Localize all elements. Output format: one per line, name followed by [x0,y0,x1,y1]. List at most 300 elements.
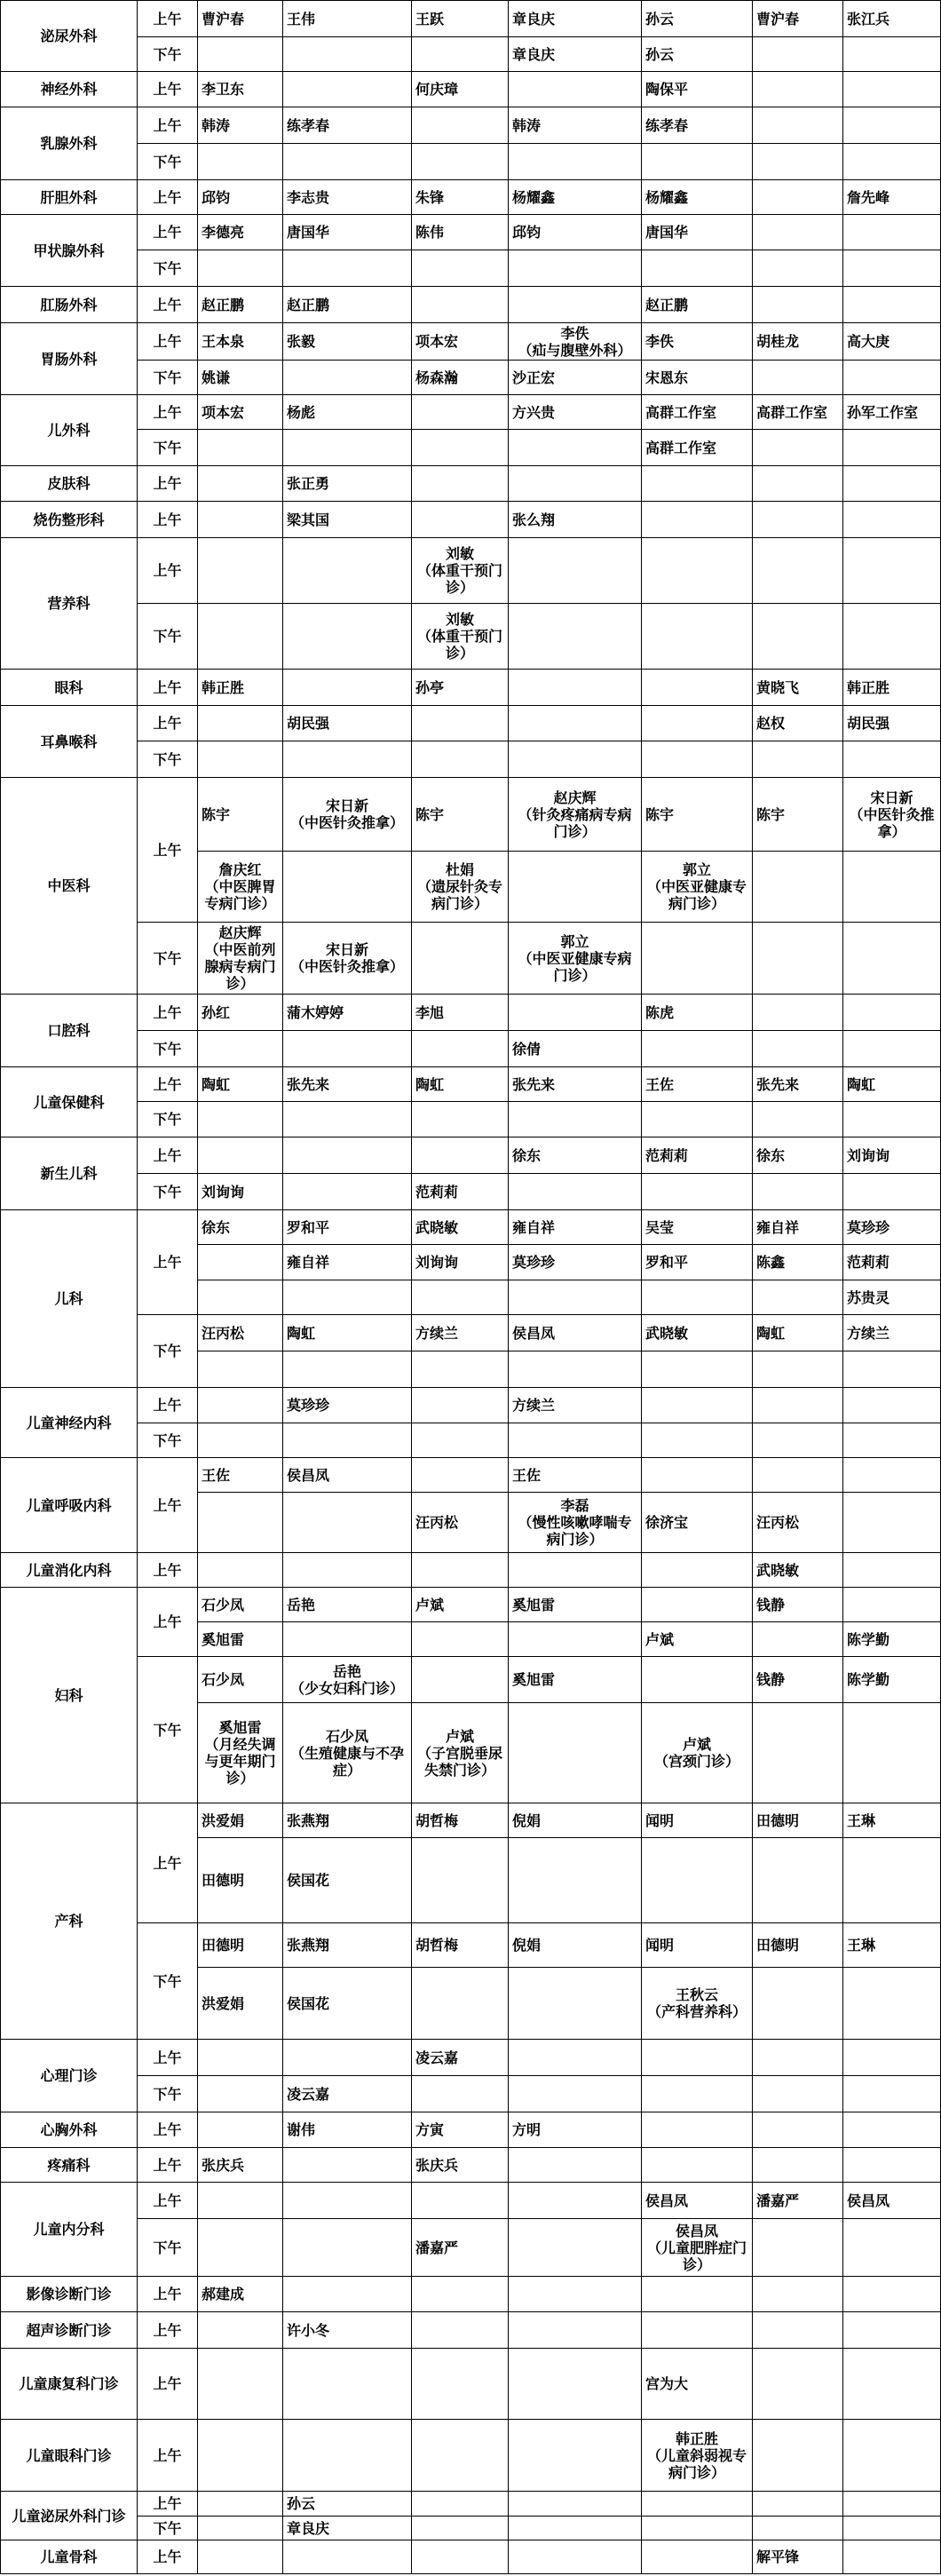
schedule-row [1,604,941,670]
doctor-cell [642,2219,753,2277]
doctor-cell [753,2040,843,2076]
doctor-cell [198,852,283,923]
doctor-cell [642,2312,753,2349]
session-label: 下午 [138,2076,198,2112]
session-label: 上午 [138,2277,198,2312]
doctor-cell [198,2040,283,2076]
doctor-cell: 杨耀鑫 [509,180,642,215]
session-label: 上午 [138,323,198,361]
schedule-row [1,1102,941,1137]
doctor-cell: 陈宇 [412,778,509,852]
doctor-cell [198,2517,283,2540]
doctor-cell: 蒲木婷婷 [283,995,412,1031]
doctor-name: 赵庆辉 [553,789,597,806]
doctor-cell [283,741,412,778]
clinic-note: （中医脾胃专病门诊） [204,878,276,912]
doctor-cell [412,1838,509,1923]
doctor-cell: 高群工作室 [642,395,753,430]
doctor-cell: 陶虹 [843,1067,941,1102]
doctor-cell [198,1388,283,1423]
doctor-cell [642,1031,753,1067]
doctor-cell: 王佐 [198,1458,283,1493]
doctor-cell [843,72,941,107]
doctor-cell: 雍自祥 [283,1245,412,1280]
doctor-cell [642,1703,753,1803]
doctor-cell [412,1968,509,2040]
doctor-cell [283,72,412,107]
doctor-cell [753,1174,843,1210]
doctor-cell [843,2420,941,2492]
doctor-cell [412,1031,509,1067]
doctor-cell [642,1838,753,1923]
session-label: 上午 [138,1137,198,1174]
session-label: 上午 [138,2112,198,2148]
doctor-cell [843,144,941,180]
doctor-cell [843,1174,941,1210]
doctor-cell [509,1703,642,1803]
doctor-cell [198,2420,283,2492]
doctor-cell [412,741,509,778]
doctor-cell [843,2312,941,2349]
session-label: 上午 [138,1388,198,1423]
doctor-cell [509,2040,642,2076]
schedule-row [1,72,941,107]
doctor-cell: 莫珍珍 [843,1210,941,1245]
doctor-cell: 李德亮 [198,215,283,250]
doctor-cell [283,1657,412,1703]
doctor-cell [283,361,412,395]
doctor-cell: 吴莹 [642,1210,753,1245]
schedule-row [1,995,941,1031]
doctor-cell: 范莉莉 [412,1174,509,1210]
doctor-cell [509,2492,642,2517]
doctor-cell: 王跃 [412,1,509,37]
doctor-cell [843,2517,941,2540]
doctor-cell [509,2219,642,2277]
doctor-cell: 曹沪春 [198,1,283,37]
doctor-cell: 方明 [509,2112,642,2148]
schedule-row [1,670,941,706]
doctor-cell [753,2112,843,2148]
doctor-cell [642,2076,753,2112]
doctor-cell: 汪丙松 [198,1315,283,1351]
doctor-cell [509,1174,642,1210]
schedule-row [1,2148,941,2183]
schedule-row [1,741,941,778]
doctor-cell [412,1458,509,1493]
clinic-note: （生殖健康与不孕症） [289,1744,404,1779]
doctor-cell [843,1838,941,1923]
doctor-cell: 李旭 [412,995,509,1031]
session-label: 上午 [138,1067,198,1102]
doctor-name: 詹庆红 [218,861,262,878]
doctor-cell: 李卫东 [198,72,283,107]
department-name: 眼科 [1,670,138,706]
schedule-row [1,2420,941,2492]
schedule-row [1,250,941,287]
schedule-row [1,37,941,72]
session-label: 上午 [138,670,198,706]
doctor-name: 宋日新 [325,797,368,814]
doctor-cell [509,670,642,706]
doctor-cell [412,250,509,287]
clinic-note: （月经失调与更年期门诊） [204,1736,276,1787]
department-name: 心理门诊 [1,2040,138,2112]
doctor-cell [753,604,843,670]
schedule-row [1,2183,941,2219]
doctor-cell [412,466,509,502]
doctor-cell [412,1657,509,1703]
doctor-cell [283,1553,412,1588]
doctor-cell: 奚旭雷 [198,1622,283,1657]
doctor-cell [642,2112,753,2148]
doctor-cell [509,1553,642,1588]
clinic-note: （疝与腹壁外科） [518,341,632,359]
schedule-row [1,2540,941,2574]
session-label: 上午 [138,2148,198,2183]
schedule-row [1,1553,941,1588]
doctor-cell: 梁其国 [283,502,412,538]
doctor-cell: 张江兵 [843,1,941,37]
doctor-cell: 石少凤 [198,1657,283,1703]
doctor-cell [509,1968,642,2040]
doctor-cell [198,1245,283,1280]
clinic-note: （产科营养科） [646,2003,747,2020]
doctor-cell [198,2112,283,2148]
session-label: 上午 [138,1553,198,1588]
schedule-row [1,2112,941,2148]
department-name: 耳鼻喉科 [1,706,138,778]
doctor-cell [642,1423,753,1458]
doctor-cell: 武晓敏 [753,1553,843,1588]
doctor-cell: 何庆璋 [412,72,509,107]
doctor-cell: 唐国华 [642,215,753,250]
doctor-cell [412,538,509,604]
department-name: 心胸外科 [1,2112,138,2148]
doctor-cell: 宫为大 [642,2349,753,2420]
doctor-cell: 侯昌凤 [642,2183,753,2219]
doctor-cell [642,1968,753,2040]
department-name: 儿童泌尿外科门诊 [1,2492,138,2540]
doctor-cell [753,361,843,395]
doctor-cell [198,1031,283,1067]
doctor-cell [412,2492,509,2517]
doctor-cell: 孙云 [642,1,753,37]
schedule-row [1,287,941,323]
doctor-cell [843,604,941,670]
doctor-cell [509,1351,642,1388]
doctor-cell [198,1423,283,1458]
doctor-cell: 孙亭 [412,670,509,706]
doctor-cell: 卢斌 [642,1622,753,1657]
doctor-cell [412,2349,509,2420]
doctor-cell [843,1423,941,1458]
doctor-name: 卢斌 [682,1736,711,1753]
doctor-cell [198,1280,283,1315]
doctor-cell [412,1553,509,1588]
schedule-row [1,323,941,361]
doctor-cell [843,107,941,144]
doctor-cell [198,741,283,778]
doctor-cell: 孙红 [198,995,283,1031]
doctor-cell [283,2040,412,2076]
doctor-cell [753,995,843,1031]
doctor-cell [642,2420,753,2492]
schedule-row [1,1423,941,1458]
schedule-row [1,502,941,538]
doctor-cell [642,1657,753,1703]
doctor-cell: 王本泉 [198,323,283,361]
doctor-cell: 李佚 [642,323,753,361]
doctor-cell [412,1351,509,1388]
doctor-cell: 练孝春 [283,107,412,144]
doctor-cell [843,741,941,778]
doctor-cell [753,466,843,502]
doctor-cell [283,1280,412,1315]
doctor-cell: 陈宇 [198,778,283,852]
session-label: 下午 [138,144,198,180]
doctor-cell [843,1493,941,1553]
session-label: 下午 [138,1923,198,2040]
doctor-cell: 沙正宏 [509,361,642,395]
doctor-cell: 方兴贵 [509,395,642,430]
doctor-cell: 徐济宝 [642,1493,753,1553]
doctor-cell [642,1588,753,1622]
department-name: 营养科 [1,538,138,670]
session-label: 上午 [138,502,198,538]
doctor-cell: 刘询询 [198,1174,283,1210]
doctor-cell: 陈鑫 [753,1245,843,1280]
doctor-cell [509,72,642,107]
department-name: 儿童内分科 [1,2183,138,2277]
doctor-name: 李佚 [560,324,589,342]
schedule-row [1,1067,941,1102]
schedule-body [1,1,941,2574]
doctor-cell [642,250,753,287]
doctor-cell [753,2148,843,2183]
session-label: 下午 [138,923,198,995]
doctor-cell [509,1280,642,1315]
clinic-note: （中医亚健康专病门诊） [646,878,747,912]
doctor-cell [283,2148,412,2183]
doctor-cell [283,923,412,995]
doctor-cell [283,852,412,923]
session-label: 上午 [138,1210,198,1315]
clinic-note: （慢性咳嗽哮喘专病门诊） [518,1514,632,1548]
schedule-row [1,538,941,604]
doctor-cell [509,1423,642,1458]
doctor-cell: 陈学勤 [843,1622,941,1657]
doctor-cell [509,466,642,502]
doctor-name: 郭立 [560,932,589,950]
doctor-cell: 韩正胜 [198,670,283,706]
doctor-cell: 章良庆 [283,2517,412,2540]
clinic-note: （中医前列腺病专病门诊） [204,941,276,992]
doctor-cell [412,2312,509,2349]
doctor-cell: 方续兰 [843,1315,941,1351]
clinic-note: （儿童斜弱视专病门诊） [646,2446,747,2481]
doctor-cell: 张燕翔 [283,1923,412,1968]
doctor-cell [642,2148,753,2183]
doctor-cell: 邱钧 [198,180,283,215]
doctor-cell: 项本宏 [412,323,509,361]
doctor-cell [753,1458,843,1493]
doctor-cell: 张庆兵 [198,2148,283,2183]
schedule-row [1,180,941,215]
doctor-cell: 岳艳 [283,1588,412,1622]
clinic-note: （中医针灸推拿） [849,805,935,840]
doctor-cell: 侯昌凤 [843,2183,941,2219]
doctor-cell [753,107,843,144]
doctor-cell [412,852,509,923]
session-label: 下午 [138,741,198,778]
doctor-cell [843,1553,941,1588]
doctor-cell: 韩正胜 [843,670,941,706]
doctor-cell: 杨森瀚 [412,361,509,395]
doctor-cell: 雍自祥 [753,1210,843,1245]
doctor-cell [642,1351,753,1388]
doctor-cell [283,538,412,604]
doctor-cell [843,1588,941,1622]
doctor-cell [753,1031,843,1067]
doctor-cell: 刘询询 [412,1245,509,1280]
doctor-cell [843,502,941,538]
doctor-cell: 练孝春 [642,107,753,144]
session-label: 上午 [138,2349,198,2420]
doctor-cell [509,2517,642,2540]
schedule-row [1,430,941,466]
schedule-row [1,466,941,502]
doctor-cell [412,2183,509,2219]
doctor-cell [642,144,753,180]
clinic-note: （针灸疼痛病专病门诊） [518,805,632,840]
doctor-cell: 张正勇 [283,466,412,502]
doctor-cell: 汪丙松 [412,1493,509,1553]
session-label: 下午 [138,37,198,72]
doctor-cell [509,852,642,923]
doctor-cell: 陶虹 [198,1067,283,1102]
doctor-cell: 陶虹 [283,1315,412,1351]
doctor-cell: 赵正鹏 [283,287,412,323]
doctor-cell [509,287,642,323]
schedule-row [1,1588,941,1622]
clinic-note: （体重干预门诊） [416,562,502,596]
doctor-cell [753,180,843,215]
doctor-cell [843,1968,941,2040]
doctor-cell: 闻明 [642,1803,753,1838]
session-label: 上午 [138,1458,198,1553]
doctor-cell: 邱钧 [509,215,642,250]
doctor-cell [753,1703,843,1803]
doctor-cell [509,2420,642,2492]
session-label: 下午 [138,1423,198,1458]
schedule-row [1,1315,941,1351]
doctor-cell [412,37,509,72]
doctor-cell [753,144,843,180]
doctor-cell: 胡桂龙 [753,323,843,361]
doctor-cell [509,923,642,995]
session-label: 下午 [138,604,198,670]
doctor-cell [283,1493,412,1553]
department-name: 泌尿外科 [1,1,138,72]
doctor-cell: 田德明 [198,1838,283,1923]
doctor-cell: 詹先峰 [843,180,941,215]
doctor-cell: 倪娟 [509,1803,642,1838]
session-label: 上午 [138,2312,198,2349]
department-name: 影像诊断门诊 [1,2277,138,2312]
doctor-cell [412,107,509,144]
doctor-cell [509,2540,642,2574]
doctor-cell: 方续兰 [509,1388,642,1423]
doctor-name: 卢斌 [445,1727,474,1745]
doctor-cell: 陈宇 [642,778,753,852]
session-label: 上午 [138,706,198,741]
schedule-row [1,1210,941,1245]
doctor-cell [283,604,412,670]
doctor-cell [509,741,642,778]
doctor-cell [843,995,941,1031]
doctor-cell [753,741,843,778]
doctor-name: 岳艳 [332,1662,361,1680]
clinic-note: （遗尿针灸专病门诊） [416,878,502,912]
schedule-row [1,1,941,37]
doctor-cell [843,250,941,287]
doctor-cell: 王佐 [509,1458,642,1493]
doctor-cell [642,1280,753,1315]
doctor-cell: 范莉莉 [642,1137,753,1174]
session-label: 上午 [138,1,198,37]
doctor-cell [843,1031,941,1067]
session-label: 上午 [138,2540,198,2574]
session-label: 下午 [138,1102,198,1137]
clinic-note: （儿童肥胖症门诊） [646,2239,747,2273]
doctor-cell [412,2277,509,2312]
session-label: 下午 [138,1031,198,1067]
doctor-cell: 杨彪 [283,395,412,430]
doctor-cell [843,852,941,923]
schedule-row [1,1137,941,1174]
doctor-cell [283,1622,412,1657]
session-label: 上午 [138,107,198,144]
doctor-cell [843,430,941,466]
department-name: 中医科 [1,778,138,995]
doctor-name: 石少凤 [325,1727,368,1745]
schedule-row [1,778,941,852]
department-name: 新生儿科 [1,1137,138,1210]
session-label: 上午 [138,1803,198,1923]
doctor-cell: 曹沪春 [753,1,843,37]
department-name: 肝胆外科 [1,180,138,215]
schedule-row [1,215,941,250]
doctor-cell [412,923,509,995]
doctor-cell [753,215,843,250]
session-label: 上午 [138,72,198,107]
department-name: 儿童骨科 [1,2540,138,2574]
doctor-cell [843,2492,941,2517]
doctor-cell [843,37,941,72]
doctor-cell: 杨耀鑫 [642,180,753,215]
doctor-cell: 田德明 [753,1923,843,1968]
schedule-row [1,2349,941,2420]
doctor-cell: 王伟 [283,1,412,37]
clinic-note: （中医针灸推拿） [289,814,404,831]
doctor-cell: 项本宏 [198,395,283,430]
clinic-note: （少女妇科门诊） [289,1679,404,1697]
doctor-cell: 陶保平 [642,72,753,107]
doctor-cell: 黄晓飞 [753,670,843,706]
doctor-cell [642,2517,753,2540]
doctor-cell [198,1137,283,1174]
